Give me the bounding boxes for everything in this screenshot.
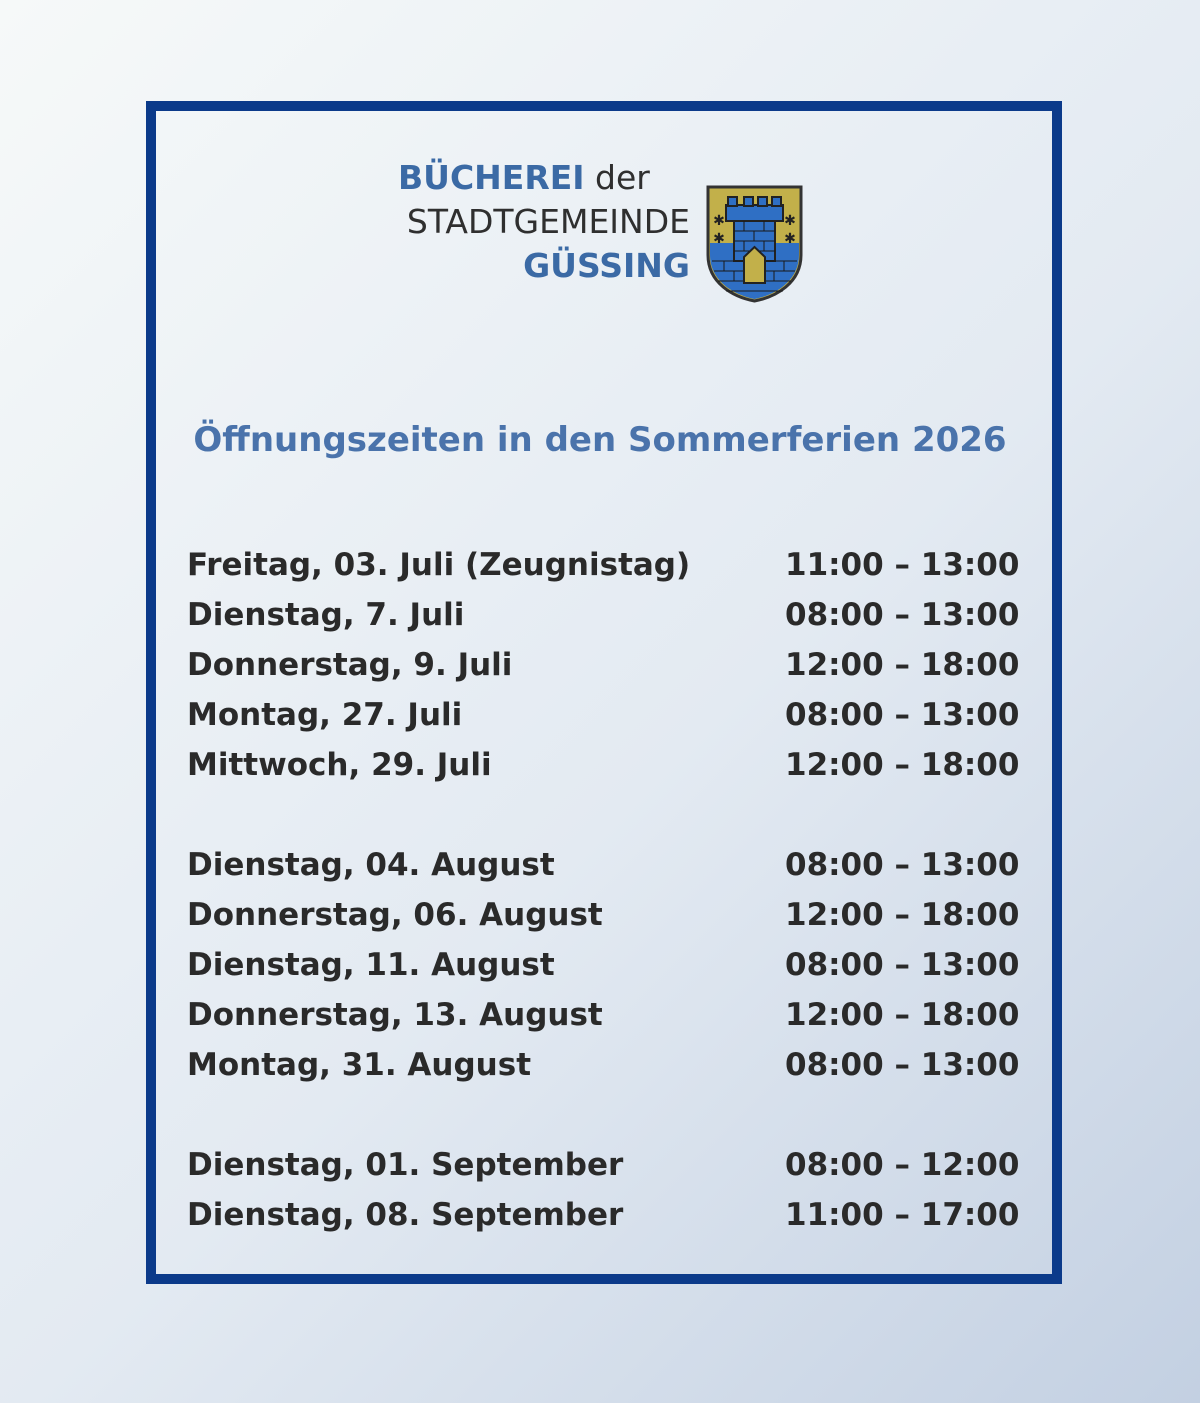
schedule-date: Dienstag, 11. August — [187, 947, 555, 983]
svg-text:✱: ✱ — [784, 213, 796, 229]
schedule-row — [187, 940, 1037, 990]
schedule-row — [187, 590, 1037, 640]
schedule-date: Donnerstag, 9. Juli — [187, 647, 513, 683]
schedule-time: 11:00 – 13:00 — [785, 547, 1020, 583]
schedule-date: Montag, 27. Juli — [187, 697, 463, 733]
schedule-time: 08:00 – 12:00 — [785, 1147, 1020, 1183]
svg-text:✱: ✱ — [713, 213, 725, 229]
opening-hours-schedule — [187, 540, 1037, 1240]
schedule-time: 08:00 – 13:00 — [785, 1047, 1020, 1083]
coat-of-arms-icon — [706, 185, 803, 303]
schedule-time: 12:00 – 18:00 — [785, 997, 1020, 1033]
svg-text:✱: ✱ — [713, 231, 725, 247]
schedule-time: 11:00 – 17:00 — [785, 1197, 1020, 1233]
schedule-row — [187, 1190, 1037, 1240]
schedule-date: Montag, 31. August — [187, 1047, 532, 1083]
logo-library-word: BÜCHEREI — [398, 158, 585, 197]
logo-der-word: der — [584, 158, 650, 197]
schedule-row — [187, 640, 1037, 690]
schedule-row — [187, 840, 1037, 890]
schedule-time: 12:00 – 18:00 — [785, 647, 1020, 683]
schedule-date: Dienstag, 08. September — [187, 1197, 624, 1233]
schedule-row — [187, 690, 1037, 740]
schedule-time: 12:00 – 18:00 — [785, 897, 1020, 933]
schedule-row — [187, 740, 1037, 790]
schedule-date: Dienstag, 7. Juli — [187, 597, 465, 633]
schedule-date: Dienstag, 04. August — [187, 847, 555, 883]
schedule-date: Freitag, 03. Juli (Zeugnistag) — [187, 547, 691, 583]
section-spacer — [187, 1090, 1037, 1140]
schedule-time: 08:00 – 13:00 — [785, 597, 1020, 633]
schedule-row — [187, 540, 1037, 590]
schedule-row — [187, 1040, 1037, 1090]
schedule-row — [187, 1140, 1037, 1190]
schedule-time: 08:00 – 13:00 — [785, 697, 1020, 733]
schedule-row — [187, 990, 1037, 1040]
schedule-date: Dienstag, 01. September — [187, 1147, 624, 1183]
library-logo-text — [398, 156, 690, 288]
schedule-time: 08:00 – 13:00 — [785, 947, 1020, 983]
schedule-date: Donnerstag, 13. August — [187, 997, 603, 1033]
schedule-time: 08:00 – 13:00 — [785, 847, 1020, 883]
schedule-row — [187, 890, 1037, 940]
svg-text:✱: ✱ — [784, 231, 796, 247]
logo-line-2: STADTGEMEINDE — [406, 202, 690, 241]
logo-line-1 — [398, 156, 690, 200]
section-spacer — [187, 790, 1037, 840]
logo-line-3: GÜSSING — [523, 246, 690, 285]
schedule-date: Mittwoch, 29. Juli — [187, 747, 492, 783]
schedule-date: Donnerstag, 06. August — [187, 897, 603, 933]
schedule-time: 12:00 – 18:00 — [785, 747, 1020, 783]
page-title: Öffnungszeiten in den Sommerferien 2026 — [193, 420, 1007, 460]
